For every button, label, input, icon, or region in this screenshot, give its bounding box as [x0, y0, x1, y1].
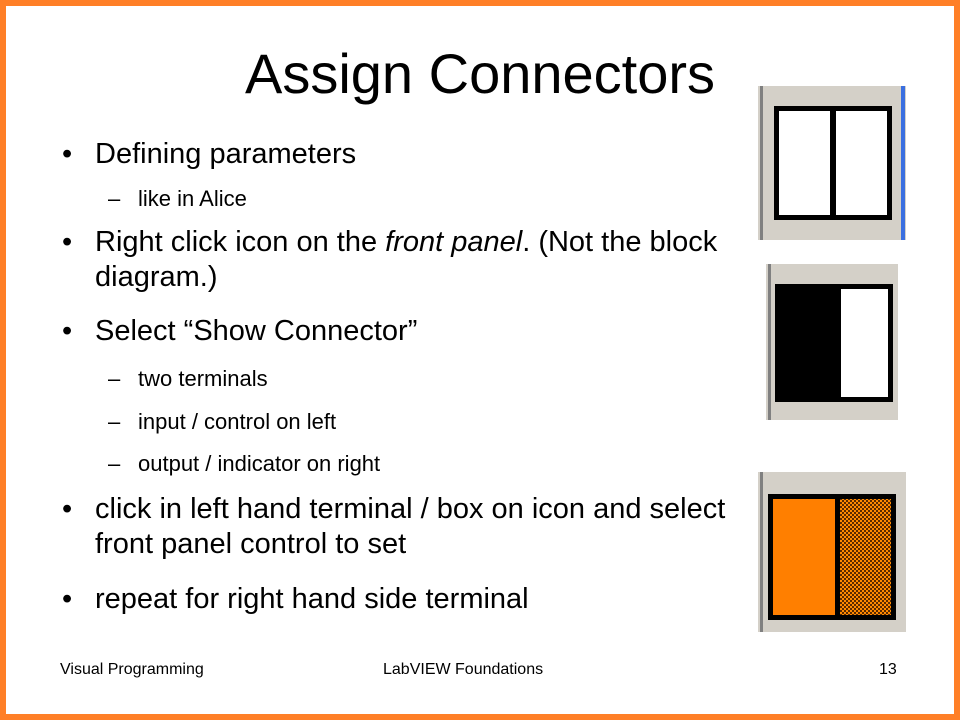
bullet-text: [95, 225, 775, 295]
sub-bullet-text: two terminals: [138, 366, 268, 391]
footer-left: Visual Programming: [60, 661, 204, 678]
connector-pane-assigned-image: [758, 472, 906, 632]
sub-bullet-text: output / indicator on right: [138, 451, 381, 476]
terminal-left-selected: [780, 289, 836, 397]
sub-bullet-text: input / control on left: [138, 409, 337, 434]
image-edge: [760, 86, 763, 240]
terminal-right: [836, 111, 887, 215]
bullet-text-emphasis: front panel: [385, 226, 523, 258]
bullet-text-part: . (Not the block diagram.): [95, 226, 718, 293]
slide-title: Assign Connectors: [244, 42, 715, 105]
bullet-text: repeat for right hand side terminal: [95, 583, 529, 615]
bullet-dot: •: [62, 583, 73, 615]
sub-bullet-dash: –: [108, 186, 121, 211]
terminal-left-assigned: [773, 499, 835, 615]
image-edge: [768, 264, 771, 420]
bullet-dot: •: [62, 315, 73, 347]
page-number: 13: [879, 661, 897, 678]
sub-bullet-text: like in Alice: [138, 186, 247, 211]
connector-pane-empty-image: [758, 86, 906, 240]
connector-pane-selected-image: [766, 264, 898, 420]
bullet-text: Defining parameters: [95, 138, 357, 170]
bullet-text-part: Right click icon on the: [95, 226, 386, 258]
sub-bullet-dash: –: [108, 451, 121, 476]
sub-bullet-dash: –: [108, 409, 121, 434]
terminal-right-hatched: [840, 499, 891, 615]
bullet-dot: •: [62, 493, 73, 525]
image-selection-edge: [901, 86, 905, 240]
bullet-dot: •: [62, 138, 73, 170]
footer-center: LabVIEW Foundations: [383, 661, 544, 678]
sub-bullet-dash: –: [108, 366, 121, 391]
terminal-left: [779, 111, 830, 215]
image-edge: [760, 472, 763, 632]
bullet-text: click in left hand terminal / box on icon and select front panel control to set: [95, 493, 726, 560]
bullet-dot: •: [62, 226, 73, 258]
terminal-right: [841, 289, 888, 397]
bullet-text: Select “Show Connector”: [95, 315, 418, 347]
